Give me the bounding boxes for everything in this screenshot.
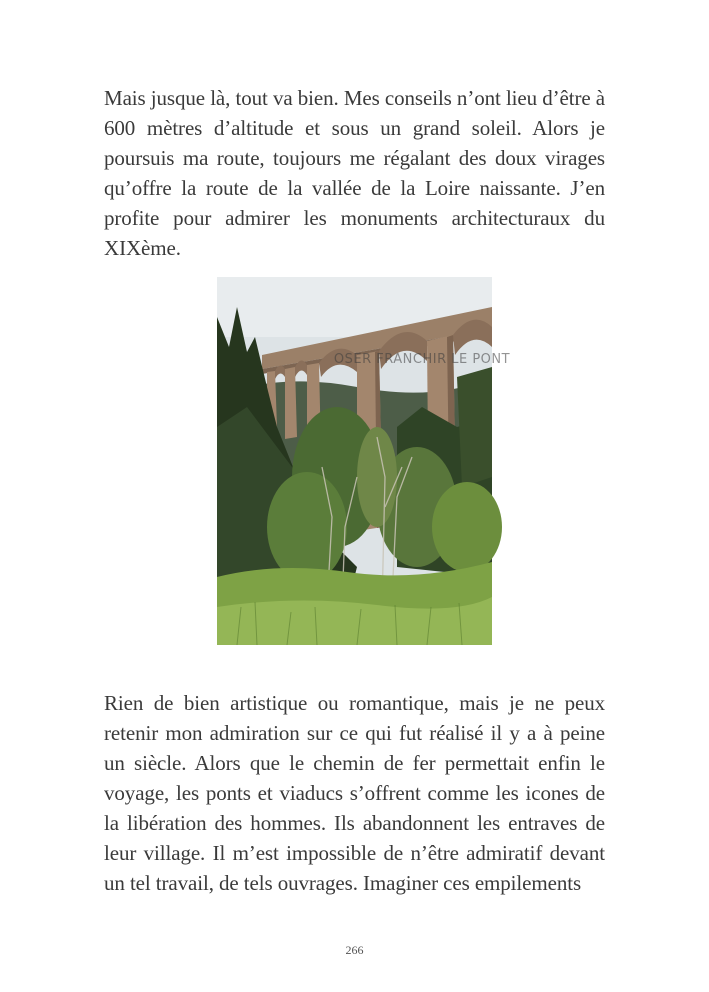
page-number: 266 (345, 943, 364, 957)
body-paragraph-1: Mais jusque là, tout va bien. Mes conseils n’ont lieu d’être à 600 mètres d’altitude et sous un grand soleil. Alors je poursuis ma route, toujours me régalant des doux virages qu’offre la route de la vallée de la Loire naissante. J’en profite pour admirer les monuments architecturaux du XIXème. (104, 86, 605, 260)
photo-watermark: OSER FRANCHIR LE PONT (333, 352, 511, 367)
body-paragraph-2: Rien de bien artistique ou romantique, mais je ne peux retenir mon admiration sur ce qui fut réalisé il y a à peine un siècle. Alors que le chemin de fer permettait enfin le voyage, les ponts et viaducs s’offrent comme les icones de la libération des hommes. Ils abandonnent les entraves de leur village. Il m’est impossible de n’être admiratif devant un tel travail, de tels ouvrages. Imaginer ces empilements (104, 691, 605, 895)
viaduct-photo (217, 277, 511, 645)
